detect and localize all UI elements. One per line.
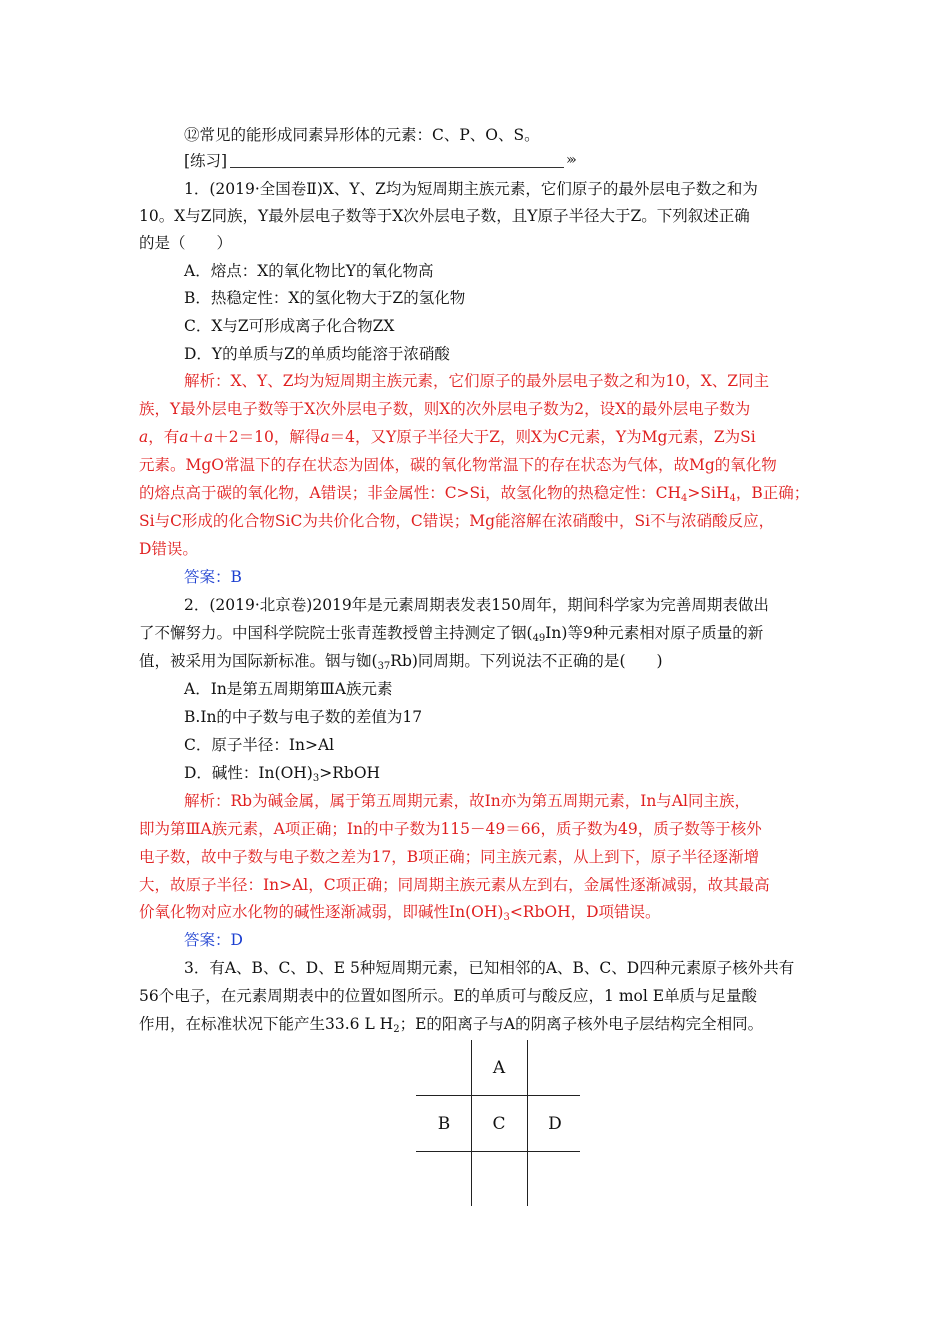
q2-analysis-line1: 解析：Rb为碱金属，属于第五周期元素，故In亦为第五周期元素，In与Al同主族， [184,792,750,810]
q1-option-d: D．Y的单质与Z的单质均能溶于浓硝酸 [184,345,450,363]
q3-stem-line1: 3．有A、B、C、D、E 5种短周期元素，已知相邻的A、B、C、D四种元素原子核外共有 [184,959,795,977]
q2-analysis-line2: 即为第ⅢA族元素，A项正确；In的中子数为115－49＝66，质子数为49，质子数等于核外 [139,820,762,838]
grid-line-h1 [416,1095,580,1096]
q2-option-b: B.In的中子数与电子数的差值为17 [184,708,423,726]
q3-stem-line3: 作用，在标准状况下能产生33.6 L $H_2$；E的阳离子与A的阴离子核外电子层结构完全相同。 [139,1015,764,1035]
q1-analysis-line6: Si与C形成的化合物SiC为共价化合物，C错误；Mg能溶解在浓硝酸中，Si不与浓硝酸反应， [139,512,775,530]
practice-header: [练习] [184,152,228,170]
q2-stem-line3: 值，被采用为国际新标准。铟与铷(37Rb)同周期。下列说法不正确的是( ) [139,652,663,672]
q2-analysis-line5: 价氧化物对应水化物的碱性逐渐减弱，即碱性$In(OH)_3<RbOH$，D项错误。 [139,903,661,923]
q1-analysis-line5: 的熔点高于碳的氧化物，A错误；非金属性：C>Si，故氢化物的热稳定性：$CH_4>SiH_4$，B正确； [139,484,810,504]
q2-stem-line1: 2．(2019·北京卷)2019年是元素周期表发表150周年，期间科学家为完善周期表做出 [184,596,769,614]
q1-analysis-line2: 族，Y最外层电子数等于X次外层电子数，则X的次外层电子数为2，设X的最外层电子数为 [139,400,751,418]
grid-cell-b: B [437,1114,451,1134]
q2-answer: 答案：D [184,931,243,949]
q3-stem-line2: 56个电子，在元素周期表中的位置如图所示。E的单质可与酸反应，1 mol E单质与足量酸 [139,987,758,1005]
q2-option-a: A．In是第五周期第ⅢA族元素 [184,680,393,698]
q1-answer: 答案：B [184,568,242,586]
grid-cell-a: A [492,1058,506,1078]
q2-stem-line2: 了不懈努力。中国科学院院士张青莲教授曾主持测定了铟(49In)等9种元素相对原子质量的新 [139,624,764,644]
q1-analysis-line1: 解析：X、Y、Z均为短周期主族元素，它们原子的最外层电子数之和为10，X、Z同主 [184,372,770,390]
q1-stem-line2: 10。X与Z同族，Y最外层电子数等于X次外层电子数，且Y原子半径大于Z。下列叙述正确 [139,207,750,225]
section-divider [230,167,564,168]
q1-analysis-line3: a，有a＋a＋2＝10，解得a＝4，又Y原子半径大于Z，则X为C元素，Y为Mg元素，Z为Si [139,428,756,446]
q1-option-c: C．X与Z可形成离子化合物ZX [184,317,395,335]
q1-option-a: A．熔点：X的氧化物比Y的氧化物高 [184,262,434,280]
q2-analysis-line3: 电子数，故中子数与电子数之差为17，B项正确；同主族元素，从上到下，原子半径逐渐增 [139,848,760,866]
grid-cell-c: C [492,1114,506,1134]
q1-option-b: B．热稳定性：X的氢化物大于Z的氢化物 [184,289,466,307]
q2-option-c: C．原子半径：In>Al [184,736,335,754]
periodic-position-grid [416,1040,580,1206]
q2-option-d: D．碱性：$In(OH)_3>RbOH$ [184,764,381,784]
chevron-right-icon: ››› [566,152,574,168]
q1-stem-line3: 的是（ ） [139,234,233,252]
grid-cell-d: D [548,1114,562,1134]
note-12: ⑫常见的能形成同素异形体的元素：C、P、O、S。 [184,126,540,144]
q1-analysis-line7: D错误。 [139,540,198,558]
q2-analysis-line4: 大，故原子半径：In>Al，C项正确；同周期主族元素从左到右，金属性逐渐减弱，故其最高 [139,876,770,894]
q1-analysis-line4: 元素。MgO常温下的存在状态为固体，碳的氧化物常温下的存在状态为气体，故Mg的氧化物 [139,456,777,474]
grid-line-h2 [416,1151,580,1152]
q1-stem-line1: 1．(2019·全国卷Ⅱ)X、Y、Z均为短周期主族元素，它们原子的最外层电子数之和为 [184,180,758,198]
